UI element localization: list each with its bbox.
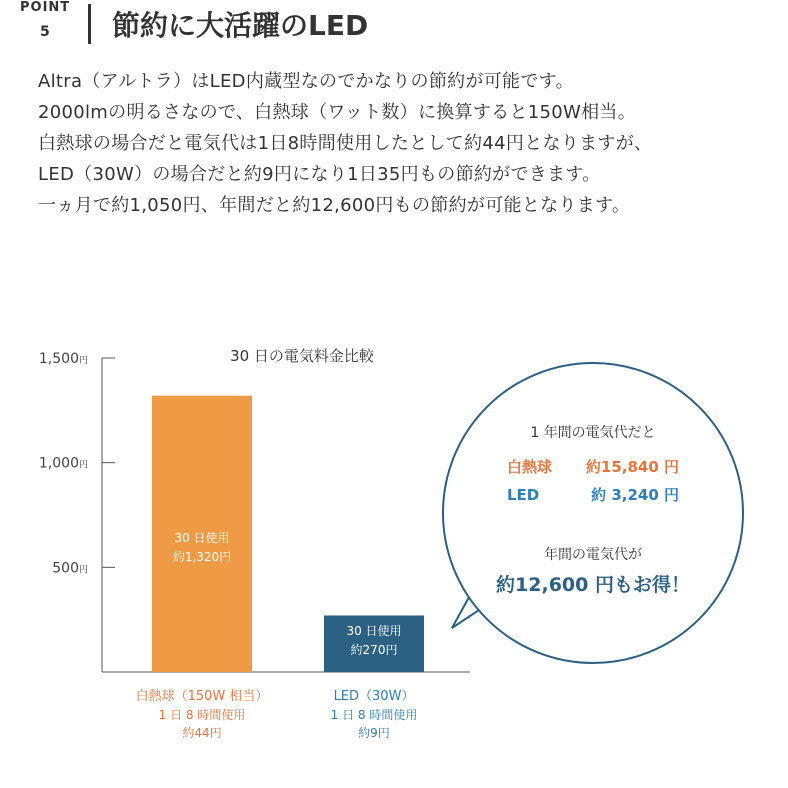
x-category-sublabel: 1 日 8 時間使用 xyxy=(330,708,418,722)
bubble-row-label: LED xyxy=(507,486,540,504)
chart-title: 30 日の電気料金比較 xyxy=(230,347,374,365)
bubble-row-value: 約15,840 円 xyxy=(585,458,679,476)
intro-line: LED（30W）の場合だと約9円になり1日35円もの節約ができます。 xyxy=(38,164,601,185)
bar-data-label: 30 日使用 xyxy=(174,531,230,545)
bar-data-label: 約270円 xyxy=(350,643,398,657)
bubble-row-value: 約 3,240 円 xyxy=(591,486,679,504)
savings-bubble xyxy=(442,362,744,664)
page-title: 節約に大活躍のLED xyxy=(112,9,369,42)
heading-divider xyxy=(88,4,91,44)
intro-line: 一ヵ月で約1,050円、年間だと約12,600円もの節約が可能となります。 xyxy=(38,195,631,216)
x-category-sublabel: 1 日 8 時間使用 xyxy=(158,708,246,722)
bubble-row-incandescent xyxy=(444,456,742,477)
intro-text xyxy=(38,66,768,221)
intro-line: 白熱球の場合だと電気代は1日8時間使用したとして約44円となりますが、 xyxy=(38,133,653,154)
bubble-row-label: 白熱球 xyxy=(507,458,553,476)
bubble-row-led xyxy=(444,484,742,505)
bubble-heading: 1 年間の電気代だと xyxy=(530,425,656,441)
bar-data-label: 約1,320円 xyxy=(172,550,232,564)
x-category-sublabel: 約9円 xyxy=(358,726,390,740)
intro-line: 2000lmの明るさなので、白熱球（ワット数）に換算すると150W相当。 xyxy=(38,102,637,123)
y-tick-label: 1,500円 xyxy=(38,351,88,367)
bubble-highlight: 約12,600 円もお得！ xyxy=(496,574,690,596)
y-tick-label: 500円 xyxy=(52,560,88,577)
y-tick-label: 1,000円 xyxy=(38,455,88,472)
x-category-label: LED（30W） xyxy=(333,689,415,704)
x-category-sublabel: 約44円 xyxy=(182,726,222,740)
intro-line: Altra（アルトラ）はLED内蔵型なのでかなりの節約が可能です。 xyxy=(38,71,574,92)
x-category-label: 白熱球（150W 相当） xyxy=(135,689,269,704)
point-label: POINT xyxy=(20,0,71,15)
bar-data-label: 30 日使用 xyxy=(346,624,402,638)
bubble-subheading: 年間の電気代が xyxy=(544,547,642,563)
point-number: 5 xyxy=(40,24,50,40)
